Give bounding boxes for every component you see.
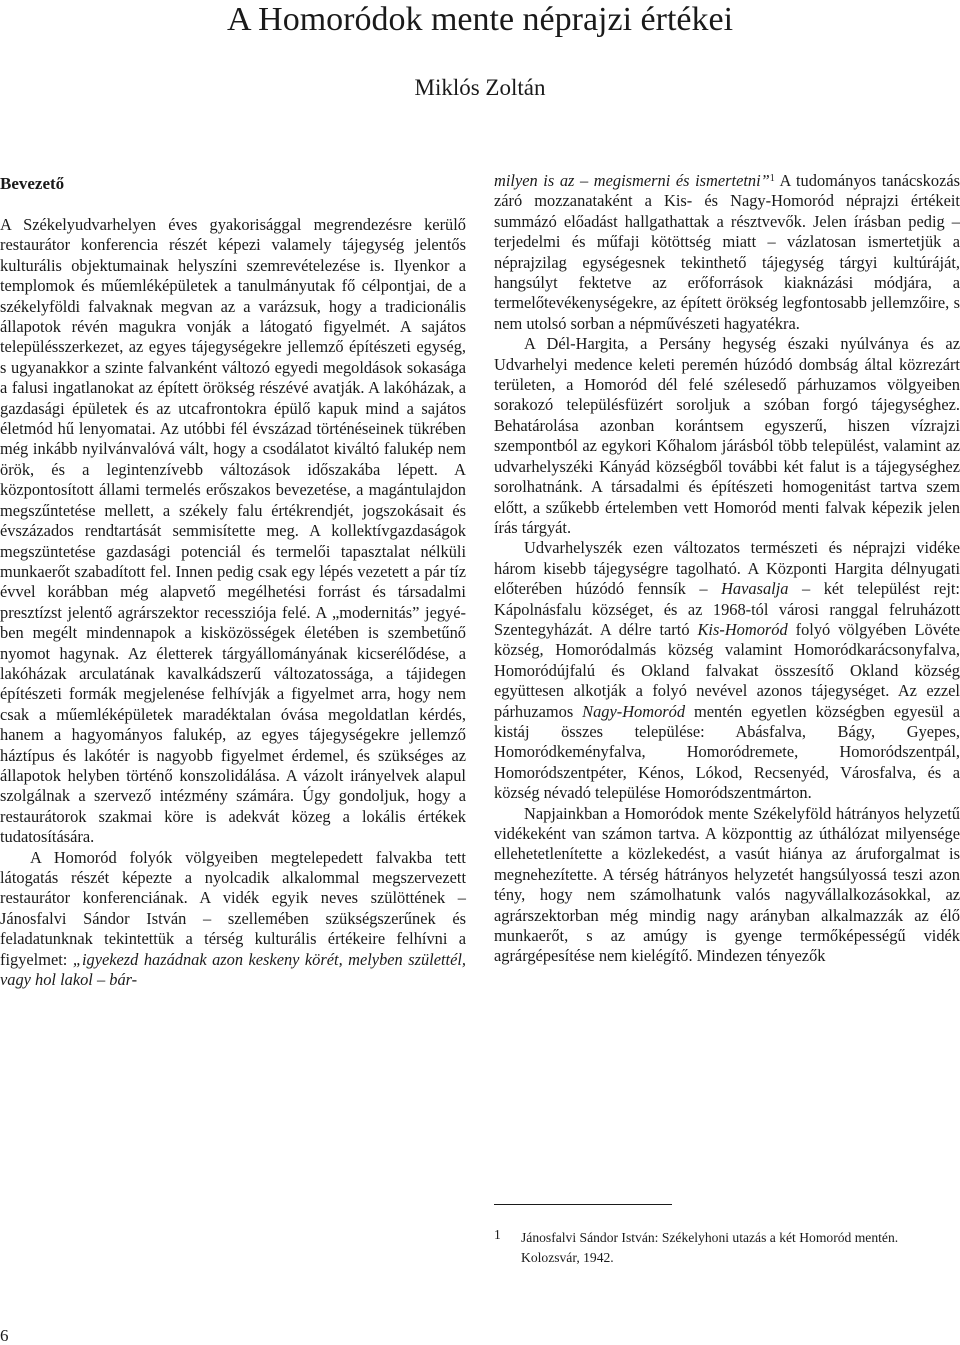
article-title: A Homoródok mente néprajzi értékei (226, 1, 734, 38)
paragraph-text: mentén egyetlen községben egyesül a kistáj összes települése: Abásfalva, Bágy, Gyepes, Homoródkeményfalva, Homoródremete, Homoródszentpál, Homoródszentpéter, Kénos, Lókod, Recsenyéd, Városfalva, és a község névadó települése Homoródszentmárton. (494, 701, 960, 803)
river-name: Kis-Homoród (697, 619, 788, 639)
footnote-divider (494, 1204, 672, 1205)
river-name: Nagy-Homoród (582, 701, 686, 721)
footnote-reference[interactable]: 1 (769, 173, 775, 184)
footnote (494, 1228, 960, 1268)
quote-text: milyen is az – megismerni és ismertetni” (494, 171, 770, 190)
right-column (494, 171, 960, 967)
paragraph: A Dél-Hargita, a Persány hegység északi nyúlványa és az Udvarhelyi medence keleti peremén húzódó dombság által közrezárt területen, a Homoród dél felé szélesedő párhuzamos völgyeiben sorakozó településfüzért soroljuk a szóban forgó tájegységhez. Behatárolása azonban korántsem egyszerű, hiszen vízrajzi szempontból az egykori Kőhalom járásból több települést, valamint az udvarhelyszéki Kányád községből további két falut is a tájegységhez sorolhatnánk. A társadalmi és építészeti homogenitást tartva szem előtt, a szűkebb értelemben vett Homoród menti falvak képezik jelen írás tárgyát. (494, 334, 960, 537)
paragraph (494, 538, 960, 803)
region-name: Havasalja (721, 579, 789, 599)
paragraph-text: folyó völgyében Lövéte község, Homoródalmás község valamint Homoródkarácsonyfalva, Homoródújfalú és Okland falvakat összesítő Okland község együttesen alkotják a folyó nevével azonos tájegységet. Az ezzel párhuzamos (494, 619, 960, 721)
article-author: Miklós Zoltán (414, 75, 546, 100)
paragraph-text: – két települést rejt: Kápolnásfalu községet, és az 1968-tól városi ranggal felruházott Szentegyházát. A délre tartó (494, 579, 960, 639)
section-heading: Bevezető (0, 174, 65, 193)
paragraph (0, 848, 466, 991)
left-column (0, 171, 466, 990)
paragraph-text: A Homoród folyók völgyeiben megtelepedett falvakba tett látogatás részét képezte a nyolcadik alkalommal megszervezett restaurátor konferenciának. A vidék egyik neves szülöttének – Jánosfalvi Sándor István – szellemében szükségszerűnek és feladatunknak tekintettük a térség kulturális értékeire felhívni a figyelmet: (0, 847, 466, 969)
footnote-number: 1 (494, 1227, 501, 1242)
paragraph-text: A tudományos tanácskozás záró mozzanataként a Kis- és Nagy-Homoród néprajzi értékeit summázó előadást hallgathattak a résztvevők. Jelen írásban pedig – terjedelmi és műfaji kötöttség miatt – vázlatosan ismertetjük a néprajzilag egységesnek tekinthető tájegység tárgyi kultúráját, hangsúlyt fektetve az erőforrások kiaknázási módjára, a termelőtevékenységekre, az épített örökség legfontosabb jellemzőire, s nem utolsó sorban a népművészeti hagyatékra. (494, 171, 960, 333)
paragraph: A Székelyudvarhelyen éves gyakorisággal megrendezésre kerülő restaurátor konferencia részét képezi valamely tájegység jelentős kulturális objektumainak helyszíni szemrevételezése is. Ilyenkor a templomok és műemléképületek a tanulmányutak fő célpontjai, de a székelyföldi falvaknak megvan az a varázsuk, hogy a tradicionális állapotok révén magukra vonják a látogató figyelmét. A sajátos településszerkezet, az egyes tájegységekre jellemző építészeti egység, s ugyanakkor a szinte falvanként változó egyedi megoldások sokasága a falusi ingatlanokat az épített örökség részévé avatják. A lakóházak, a gazdasági épületek és az utcafrontokra épülő kapuk mind a sajátos életmód hű lenyomatai. Az utóbbi fél évszázad történéseinek tükrében még inkább nyilvánvalóvá vált, hogy a csodálatot kiváltó falukép nem örök, és a legintenzívebb változások időszakába lépett. A központosított állami termelés erőszakos bevezetése, a magántulajdon megszűntetése mellett, a székely falu értékrendjét, jogszokásait és évszázados rendtartását semmisítette meg. A kollektívgazdaságok megszüntetése gazdasági potenciál és termelői tapasztalat nélküli munkaerőt szabadított fel. Innen pedig csak egy lépés vezetett a pár tíz évvel korábban még alapvető megélhetési forrást és társadalmi presztízst jelentő agrárszektor recessziója felé. A „modernitás” jegyében megélt mindennapok a kisközösségek életében is szembetűnő nyomot hagynak. Az életterek tárgyállományának kicserélődése, a lakóházak arculatának kavalkádszerű változatossága, a tájidegen építészeti formák megjelenése felhívják a figyelmet arra, hogy nem csak a műemléképületek maradéktalan óvása megoldatlan kérdés, hanem a hagyományos falukép, az egyes tájegységekre jellemző háztípus és lakótér is nagyobb figyelmet érdemel, és szükséges az állapotok helyben történő konszolidálása. A vázolt irányelvek alapul szolgálnak a szervező intézmény számára. Úgy gondoljuk, hogy a restaurátorok szakmai köre is adekvát közeg a lokális értékek tudatosítására. (0, 215, 466, 847)
paragraph: Napjainkban a Homoródok mente Székelyföld hátrányos helyzetű vidékeként van számon tartva. A központtig az úthálózat milyensége ellehetetlenítette a közlekedést, a vasút hiánya az áruforgalmat is megnehezítette. A térség hátrányos helyzetét hangsúlyossá teszi azon tény, hogy nem számolhatunk valós nagyvállalkozásokkal, az agrárszektorban még mindig nagy arányban alkalmazzák az élő munkaerőt, s az amúgy is gyenge termőképességű vidék agrárgépesítése nem kielégítő. Mindezen tényezők (494, 803, 960, 966)
footnote-text: Jánosfalvi Sándor István: Székelyhoni utazás a két Homoród mentén. Kolozsvár, 1942. (521, 1230, 899, 1265)
paragraph-text: Udvarhelyszék ezen változatos természeti és néprajzi vidéke három kisebb tájegységre tagolható. A Központi Hargita délnyugati előterében húzódó fennsík – (494, 538, 960, 599)
quote-text: „igyekezd hazádnak azon keskeny körét, melyben születtél, vagy hol lakol – bár- (0, 949, 467, 990)
paragraph (494, 171, 960, 334)
page-number: 6 (0, 1326, 9, 1345)
